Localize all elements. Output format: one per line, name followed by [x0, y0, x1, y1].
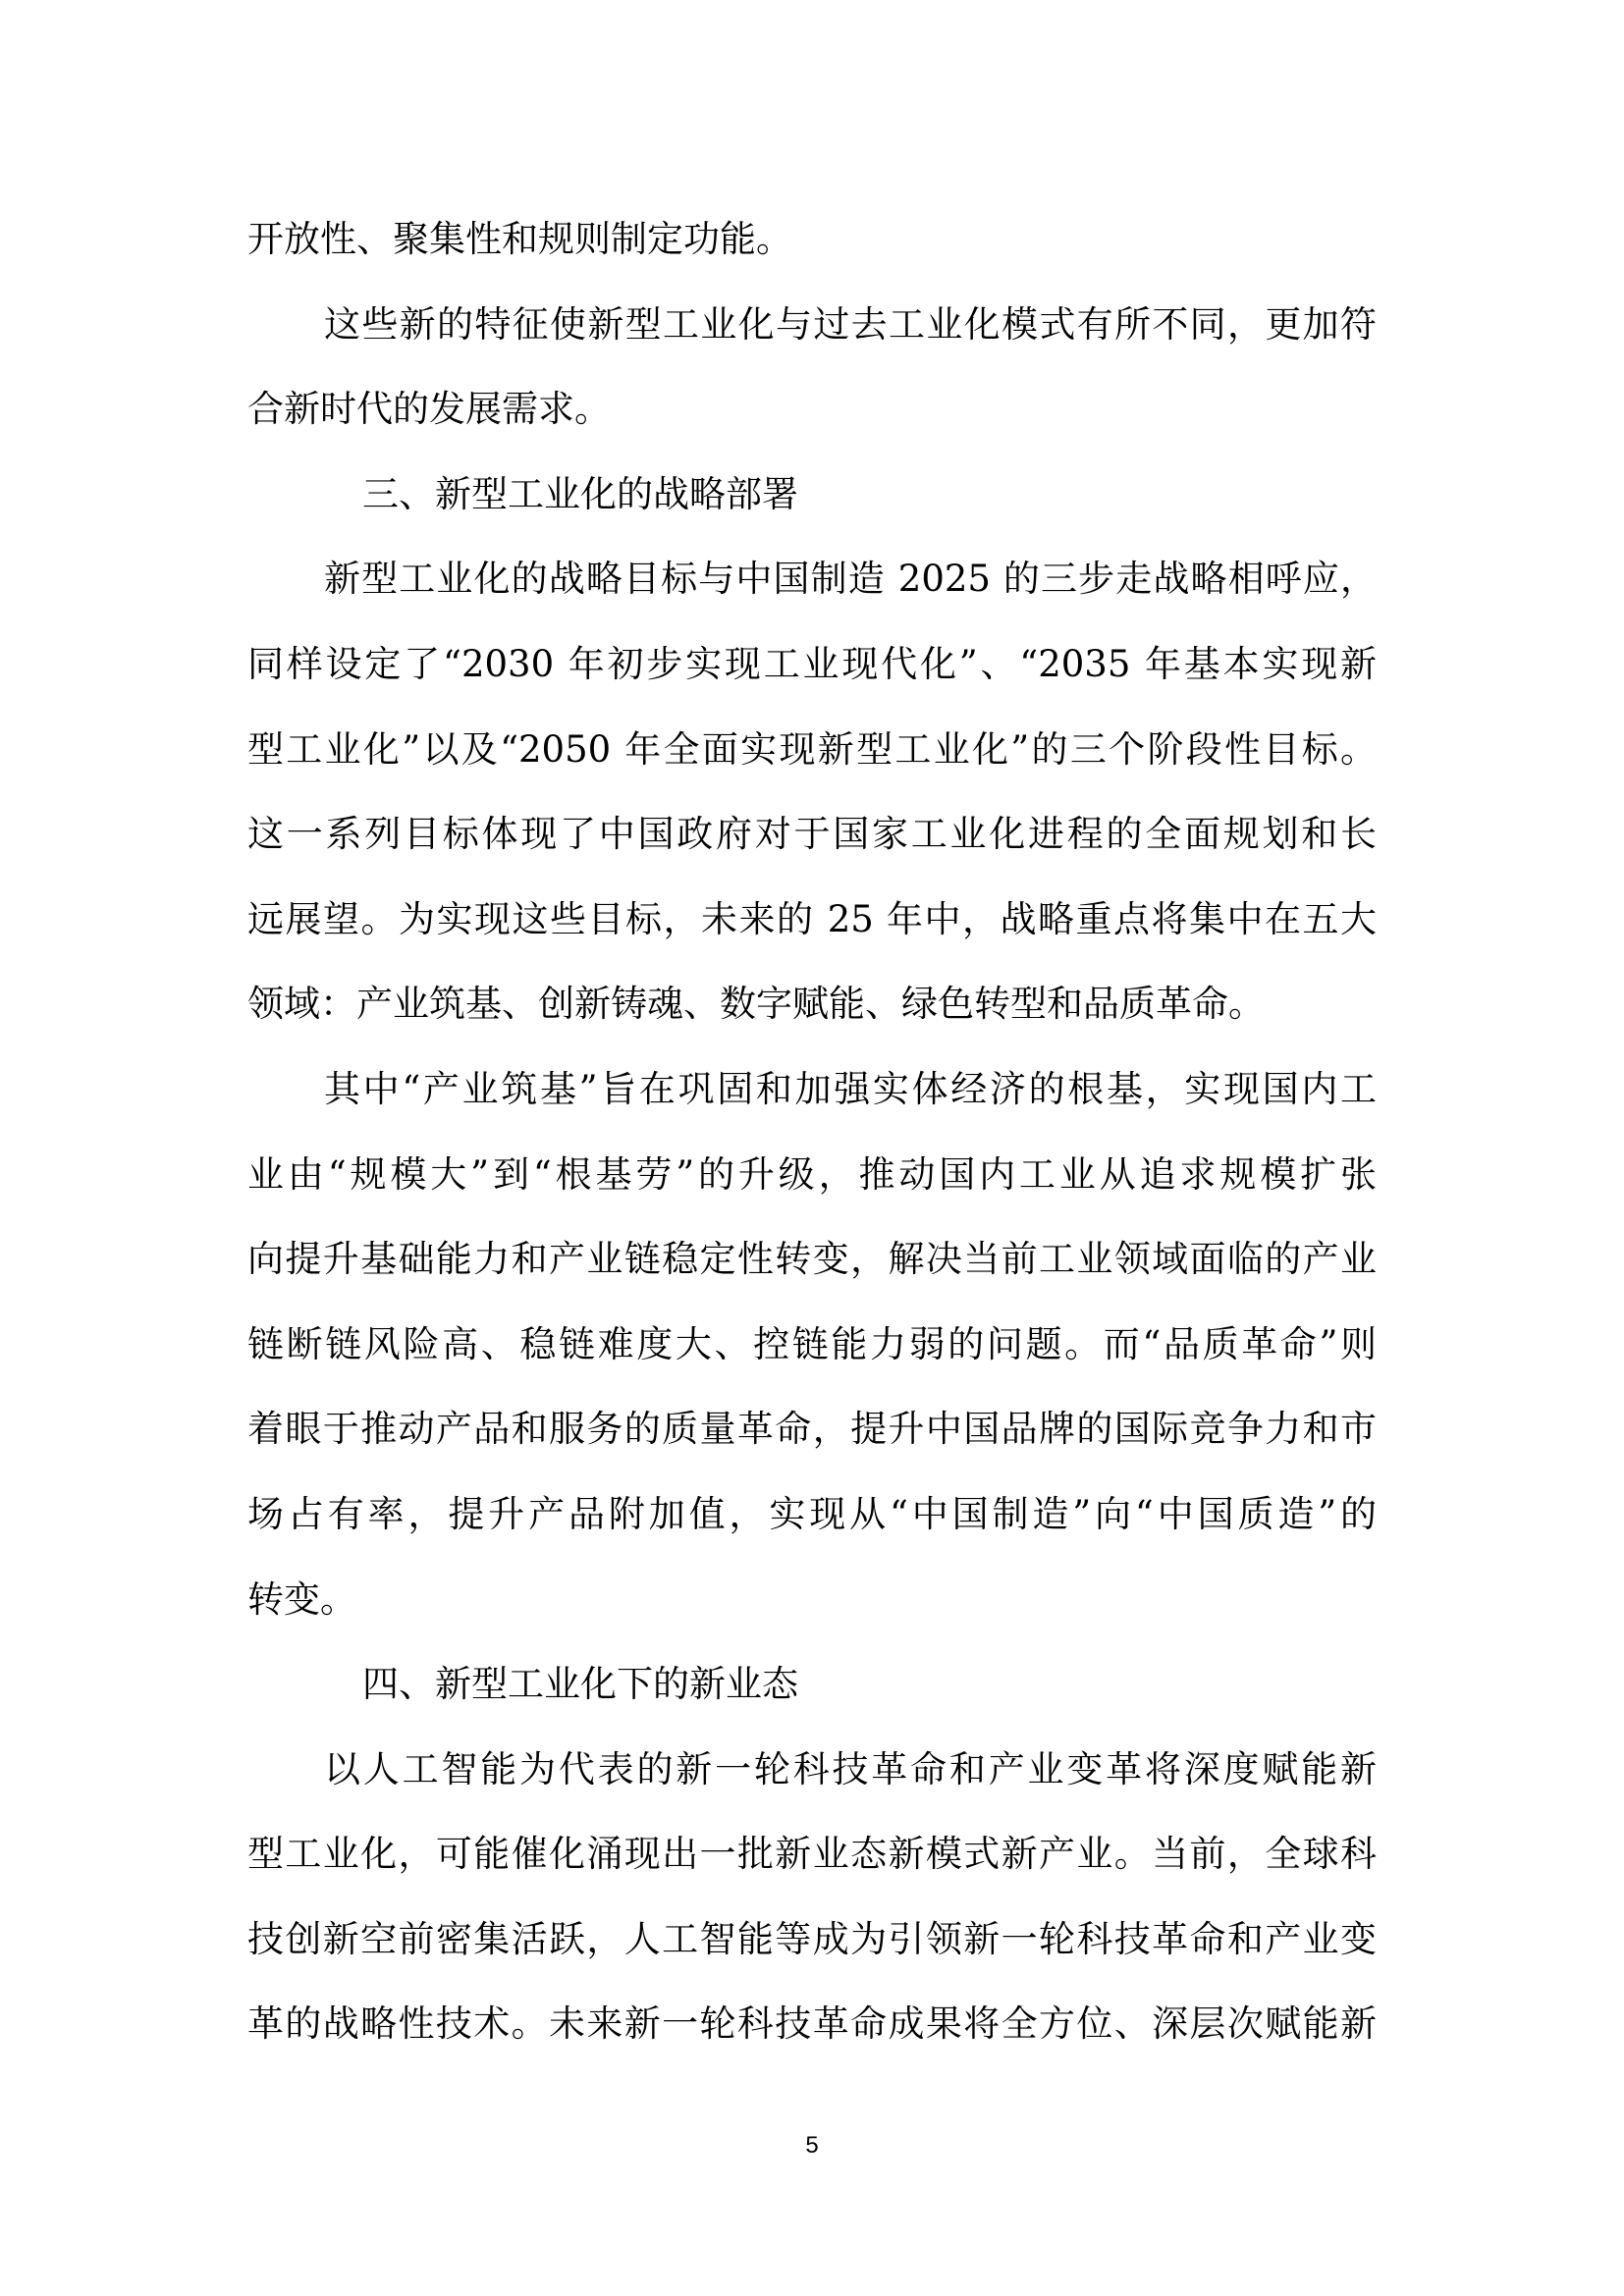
section-heading: 三、新型工业化的战略部署 — [362, 472, 798, 515]
text-line: 向提升基础能力和产业链稳定性转变，解决当前工业领域面临的产业 — [247, 1238, 1377, 1281]
text-line: 型工业化，可能催化涌现出一批新业态新模式新产业。当前，全球科 — [247, 1833, 1377, 1876]
text-line: 开放性、聚集性和规则制定功能。 — [247, 218, 792, 260]
text-line: 这一系列目标体现了中国政府对于国家工业化进程的全面规划和长 — [247, 813, 1377, 856]
paragraph-first-line: 其中“产业筑基”旨在巩固和加强实体经济的根基，实现国内工 — [324, 1067, 1377, 1110]
text-line: 链断链风险高、稳链难度大、控链能力弱的问题。而“品质革命”则 — [247, 1322, 1377, 1365]
text-line: 合新时代的发展需求。 — [247, 388, 611, 431]
section-heading: 四、新型工业化下的新业态 — [362, 1663, 798, 1706]
text-line: 领域：产业筑基、创新铸魂、数字赋能、绿色转型和品质革命。 — [247, 983, 1265, 1026]
page-number: 5 — [805, 2132, 819, 2159]
text-line: 同样设定了“2030 年初步实现工业现代化”、“2035 年基本实现新 — [247, 642, 1377, 685]
paragraph-first-line: 新型工业化的战略目标与中国制造 2025 的三步走战略相呼应， — [324, 558, 1377, 601]
text-line: 着眼于推动产品和服务的质量革命，提升中国品牌的国际竞争力和市 — [247, 1408, 1377, 1451]
text-line: 远展望。为实现这些目标，未来的 25 年中，战略重点将集中在五大 — [247, 897, 1377, 940]
text-line: 业由“规模大”到“根基劳”的升级，推动国内工业从追求规模扩张 — [247, 1152, 1377, 1196]
text-line: 场占有率，提升产品附加值，实现从“中国制造”向“中国质造”的 — [247, 1492, 1377, 1535]
text-line: 型工业化”以及“2050 年全面实现新型工业化”的三个阶段性目标。 — [247, 727, 1377, 771]
text-line: 转变。 — [247, 1577, 356, 1621]
paragraph-first-line: 这些新的特征使新型工业化与过去工业化模式有所不同，更加符 — [324, 302, 1377, 346]
body-text — [247, 197, 1377, 2067]
paragraph-first-line: 以人工智能为代表的新一轮科技革命和产业变革将深度赋能新 — [324, 1747, 1377, 1790]
text-line: 革的战略性技术。未来新一轮科技革命成果将全方位、深层次赋能新 — [247, 2002, 1377, 2046]
text-line: 技创新空前密集活跃，人工智能等成为引领新一轮科技革命和产业变 — [247, 1917, 1377, 1960]
